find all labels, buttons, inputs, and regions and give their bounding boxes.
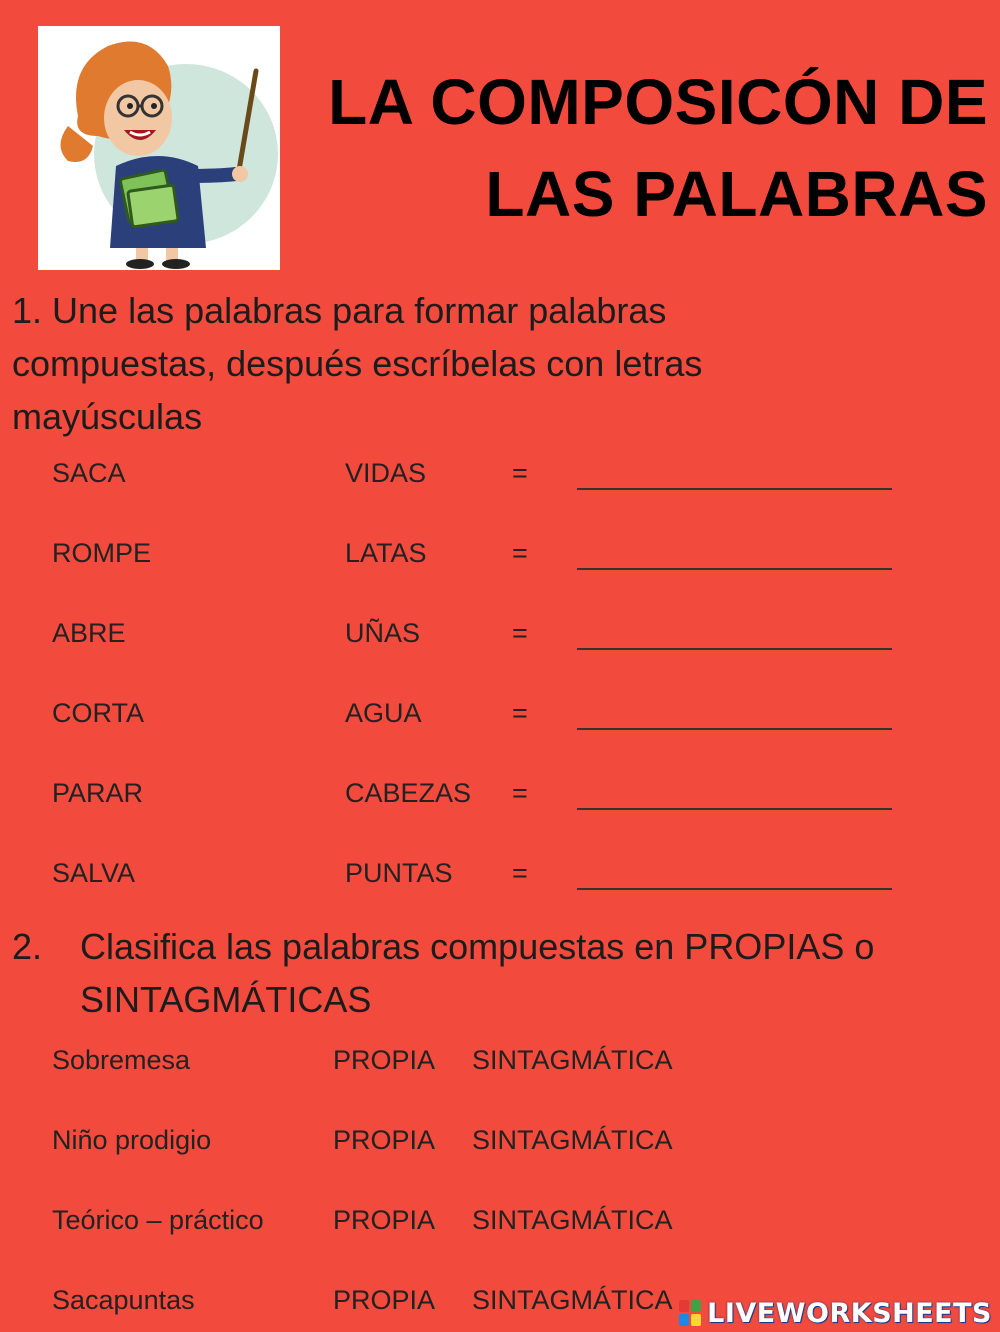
match-row [0,538,1000,578]
match-row [0,618,1000,658]
word-left: ABRE [52,618,126,648]
equals-sign: = [512,698,528,728]
equals-sign: = [512,458,528,488]
word-right: PUNTAS [345,858,453,888]
match-row [0,458,1000,498]
option-propia[interactable]: PROPIA [333,1045,436,1075]
option-sintagmatica[interactable]: SINTAGMÁTICA [472,1045,673,1075]
answer-blank[interactable] [577,488,892,490]
option-sintagmatica[interactable]: SINTAGMÁTICA [472,1285,673,1315]
answer-blank[interactable] [577,728,892,730]
option-sintagmatica[interactable]: SINTAGMÁTICA [472,1205,673,1235]
word-left: CORTA [52,698,145,728]
word-left: SACA [52,458,126,488]
logo-square-1 [679,1300,689,1312]
equals-sign: = [512,538,528,568]
compound-word: Teórico – práctico [52,1205,264,1235]
compound-word: Sacapuntas [52,1285,195,1315]
word-left: PARAR [52,778,144,808]
title-line-1: LA COMPOSICÓN DE [328,66,988,138]
option-propia[interactable]: PROPIA [333,1205,436,1235]
word-left: SALVA [52,858,136,888]
answer-blank[interactable] [577,648,892,650]
equals-sign: = [512,618,528,648]
word-right: LATAS [345,538,427,568]
logo-square-4 [691,1314,701,1326]
logo-square-2 [691,1300,701,1312]
match-row [0,698,1000,738]
logo-square-3 [679,1314,689,1326]
classify-row [0,1205,1000,1245]
page-title [288,56,988,240]
answer-blank[interactable] [577,888,892,890]
compound-word: Sobremesa [52,1045,191,1075]
answer-blank[interactable] [577,808,892,810]
word-left: ROMPE [52,538,152,568]
liveworksheets-logo [679,1296,992,1330]
word-right: CABEZAS [345,778,472,808]
match-row [0,858,1000,898]
classify-row [0,1045,1000,1085]
word-right: AGUA [345,698,422,728]
logo-mark-icon [679,1300,701,1326]
logo-text: LIVEWORKSHEETS [707,1297,992,1329]
teacher-illustration [38,26,280,270]
equals-sign: = [512,858,528,888]
option-sintagmatica[interactable]: SINTAGMÁTICA [472,1125,673,1155]
exercise-2-instruction [12,920,972,1026]
option-propia[interactable]: PROPIA [333,1285,436,1315]
title-line-2: LAS PALABRAS [485,158,988,230]
exercise-1-instruction: 1. Une las palabras para formar palabras compuestas, después escríbelas con letras mayúsculas [12,290,703,437]
match-row [0,778,1000,818]
classify-row [0,1125,1000,1165]
option-propia[interactable]: PROPIA [333,1125,436,1155]
exercise-2-number: 2. [12,926,43,967]
equals-sign: = [512,778,528,808]
exercise-2-text: Clasifica las palabras compuestas en PROPIAS o SINTAGMÁTICAS [80,926,875,1020]
word-right: VIDAS [345,458,427,488]
word-right: UÑAS [345,618,421,648]
compound-word: Niño prodigio [52,1125,212,1155]
answer-blank[interactable] [577,568,892,570]
